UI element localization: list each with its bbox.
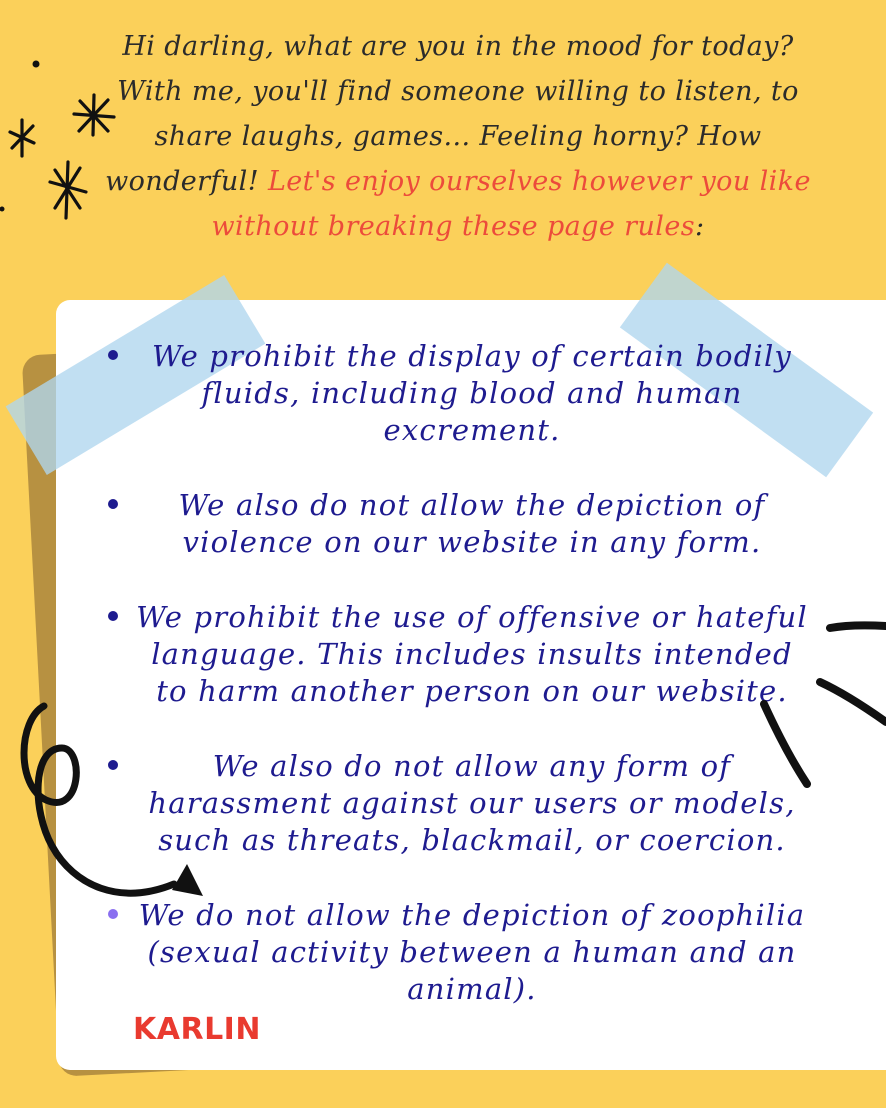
- intro-line-4: wonderful!: [105, 166, 268, 197]
- rule-item-4: [92, 748, 832, 859]
- rule-item-1: [92, 338, 832, 449]
- rule-5-line-1: We do not allow the depiction of zoophilia: [138, 898, 806, 932]
- rule-item-3: [92, 599, 832, 710]
- rule-1-line-2: fluids, including blood and human: [201, 376, 743, 410]
- intro-line-3: share laughs, games... Feeling horny? How: [154, 121, 762, 152]
- rule-1-line-1: We prohibit the display of certain bodily: [151, 339, 793, 373]
- bullet-icon: [108, 350, 118, 360]
- rule-5-line-3: animal).: [407, 972, 537, 1006]
- rule-3-line-3: to harm another person on our website.: [156, 674, 788, 708]
- bullet-icon: [108, 611, 118, 621]
- rule-3-line-1: We prohibit the use of offensive or hateful: [136, 600, 808, 634]
- rule-4-line-2: harassment against our users or models,: [148, 786, 796, 820]
- intro-message: [78, 24, 838, 249]
- rule-item-2: [92, 487, 832, 561]
- rule-3-line-2: language. This includes insults intended: [151, 637, 793, 671]
- rule-1-line-3: excrement.: [383, 413, 561, 447]
- bullet-icon: [108, 499, 118, 509]
- intro-highlight-line-1: Let's enjoy ourselves however you like: [267, 166, 811, 197]
- rule-2-line-1: We also do not allow the depiction of: [178, 488, 766, 522]
- rule-item-5: [92, 897, 832, 1008]
- bullet-icon: [108, 760, 118, 770]
- intro-highlight-line-2: without breaking these page rules: [211, 211, 695, 242]
- rule-2-line-2: violence on our website in any form.: [182, 525, 762, 559]
- intro-colon: :: [694, 211, 705, 242]
- signature: KARLIN: [133, 1012, 261, 1047]
- rules-list: [92, 338, 832, 1008]
- intro-line-1: Hi darling, what are you in the mood for today?: [122, 31, 794, 62]
- rule-4-line-3: such as threats, blackmail, or coercion.: [158, 823, 786, 857]
- intro-line-2: With me, you'll find someone willing to listen, to: [117, 76, 799, 107]
- rule-4-line-1: We also do not allow any form of: [212, 749, 732, 783]
- bullet-icon: [108, 909, 118, 919]
- rule-5-line-2: (sexual activity between a human and an: [147, 935, 797, 969]
